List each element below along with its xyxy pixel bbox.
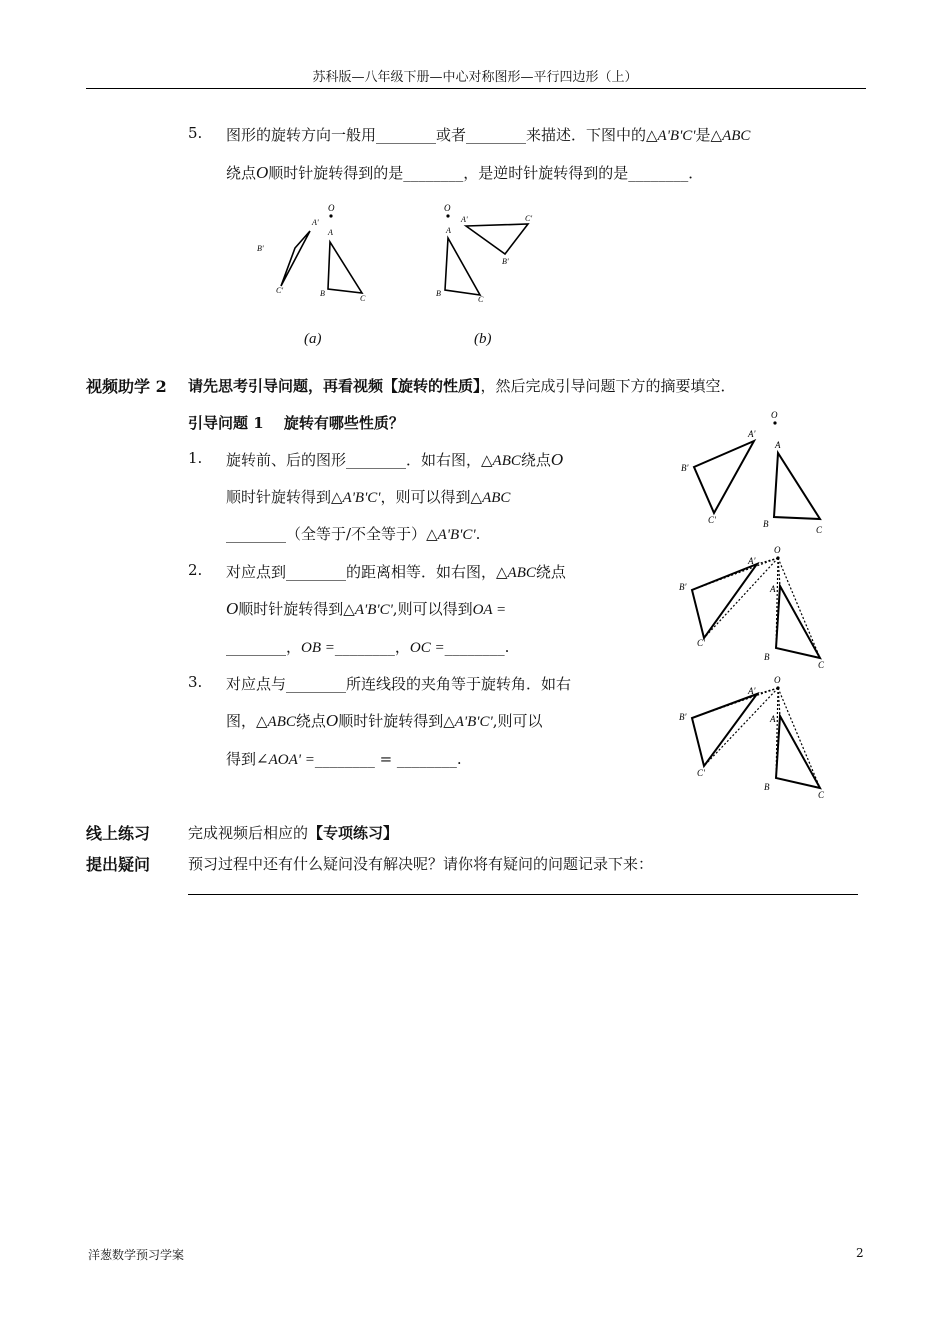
figure-b xyxy=(436,203,532,304)
item1-point-o: O xyxy=(550,450,564,469)
item3-line3-text: 得到 xyxy=(226,750,257,768)
fig-b-triangle-abc xyxy=(445,238,480,295)
fig3-triangle-abc xyxy=(776,716,820,788)
figure-3 xyxy=(670,672,850,802)
item2-point-o: O xyxy=(226,599,239,618)
fig-a-triangle-prime xyxy=(281,231,310,286)
q5-number: 5. xyxy=(188,124,203,142)
fig2-label-c: C xyxy=(818,660,825,670)
fig1-label-a: A xyxy=(775,440,781,450)
item1-line1 xyxy=(226,449,563,470)
item2-tri-abc: △ABC xyxy=(496,565,536,581)
fig2-label-b: B xyxy=(764,652,770,662)
item3-line2-text-c: 顺时针旋转得到 xyxy=(338,712,444,730)
figure-b-caption: (b) xyxy=(474,331,492,347)
fig2-label-b1: B' xyxy=(679,582,687,592)
fig1-point-o xyxy=(773,421,776,424)
item1-tri-prime: △A'B'C' xyxy=(331,490,381,506)
fig-b-label-a1: A' xyxy=(461,215,468,224)
fig3-label-c1: C' xyxy=(697,768,705,778)
practice-text-a: 完成视频后相应的 xyxy=(188,824,309,842)
fig3-label-a1: A' xyxy=(748,686,756,696)
questions-answer-line[interactable] xyxy=(188,894,858,895)
item2-line3 xyxy=(226,636,509,657)
q5-line2 xyxy=(226,162,703,183)
practice-label: 线上练习 xyxy=(86,824,151,843)
section2-instruction-rest: ，然后完成引导问题下方的摘要填空． xyxy=(480,377,736,395)
item1-number: 1. xyxy=(188,449,203,467)
item3-line1: 对应点与________所连线段的夹角等于旋转角．如右 xyxy=(226,675,572,693)
fig2-label-a1: A' xyxy=(748,556,756,566)
fig3-label-b1: B' xyxy=(679,712,687,722)
fig-b-label-b1: B' xyxy=(502,257,509,266)
fig-a-triangle-abc xyxy=(328,242,362,293)
q5-line1-mid: 是 xyxy=(695,126,711,144)
fig2-triangle-abc xyxy=(776,586,820,658)
item1-line2 xyxy=(226,486,510,507)
item1-line2-text-b: ，则可以得到 xyxy=(380,488,471,506)
q5-line2-text-a: 绕点 xyxy=(226,164,257,182)
questions-prompt: 预习过程中还有什么疑问没有解决呢？请你将有疑问的问题记录下来： xyxy=(188,855,654,873)
fig-b-label-c1: C' xyxy=(525,214,533,223)
page-number: 2 xyxy=(856,1246,864,1260)
fig-a-label-c: C xyxy=(360,294,366,303)
item2-eq-oa: OA = xyxy=(472,602,507,618)
fig-a-point-o xyxy=(329,214,332,217)
page-header-title: 苏科版—八年级下册—中心对称图形—平行四边形（上） xyxy=(312,70,638,85)
item1-line1-text: 旋转前、后的图形________．如右图， xyxy=(226,451,482,469)
fig3-label-c: C xyxy=(818,790,825,800)
figure-2 xyxy=(670,540,850,670)
fig1-label-o: O xyxy=(771,410,778,420)
item2-line3-blank-b: ________， xyxy=(334,638,410,656)
figure-a-caption: (a) xyxy=(304,331,322,347)
item1-line1-text-b: 绕点 xyxy=(520,451,551,469)
figure-1 xyxy=(670,405,850,535)
section2-instruction xyxy=(188,375,736,396)
item3-line2 xyxy=(226,710,542,731)
item2-line1 xyxy=(226,561,566,582)
q5-point-o: O xyxy=(256,163,269,182)
fig-b-triangle-prime xyxy=(466,224,528,254)
fig1-label-b1: B' xyxy=(681,463,689,473)
item3-tri-prime: △A'B'C' xyxy=(443,714,493,730)
fig-b-label-b: B xyxy=(436,289,441,298)
item2-line1-text-b: 绕点 xyxy=(535,563,566,581)
fig-a-label-a1: A' xyxy=(312,218,319,227)
figure-a-b xyxy=(250,200,550,360)
item3-line2-text: 图， xyxy=(226,712,257,730)
item2-line1-text: 对应点到________的距离相等．如右图， xyxy=(226,563,497,581)
item3-number: 3. xyxy=(188,673,203,691)
item2-eq-ob: OB = xyxy=(301,640,335,656)
item2-line3-text: ________， xyxy=(226,638,302,656)
fig3-label-b: B xyxy=(764,782,770,792)
fig1-label-a1: A' xyxy=(748,429,756,439)
item1-line3-text: ________（全等于/不全等于） xyxy=(226,525,427,543)
fig-b-point-o xyxy=(446,214,449,217)
practice-text-bold: 【专项练习】 xyxy=(308,824,399,842)
figure-a xyxy=(257,203,366,303)
item3-line3-blanks: ________ = ________. xyxy=(314,750,462,768)
item1-line3-end: . xyxy=(475,525,481,543)
fig-a-label-b1: B' xyxy=(257,244,264,253)
item2-number: 2. xyxy=(188,561,203,579)
item1-tri-abc-2: △ABC xyxy=(470,490,511,506)
fig-a-label-o: O xyxy=(328,203,335,213)
item1-line3 xyxy=(226,523,480,544)
item2-line2 xyxy=(226,598,506,619)
fig3-dashed-lines xyxy=(692,688,820,788)
q5-tri-abc: △ABC xyxy=(710,128,751,144)
item3-line2-text-b: 绕点 xyxy=(295,712,326,730)
item3-tri-abc: △ABC xyxy=(256,714,296,730)
questions-label: 提出疑问 xyxy=(86,855,151,874)
item3-line2-text-d: ,则可以 xyxy=(492,712,543,730)
fig-b-label-o: O xyxy=(444,203,451,213)
fig1-label-c: C xyxy=(816,525,823,535)
item2-line2-text-b: ,则可以得到 xyxy=(392,600,473,618)
fig1-triangle-prime xyxy=(694,441,754,513)
fig2-label-o: O xyxy=(774,545,781,555)
item3-angle-aoa: ∠AOA' = xyxy=(256,752,315,768)
item2-line2-text: 顺时针旋转得到 xyxy=(238,600,344,618)
item1-line2-text: 顺时针旋转得到 xyxy=(226,488,332,506)
fig1-triangle-abc xyxy=(774,453,820,519)
fig1-label-c1: C' xyxy=(708,515,716,525)
q5-line1-text: 图形的旋转方向一般用________或者________来描述．下图中的 xyxy=(226,126,647,144)
fig3-label-a: A xyxy=(770,714,776,724)
fig-a-label-b: B xyxy=(320,289,325,298)
guide-question-title: 引导问题 1 旋转有哪些性质？ xyxy=(188,414,404,432)
section2-instruction-bold: 请先思考引导问题，再看视频【旋转的性质】 xyxy=(188,377,481,395)
item2-eq-oc: OC = xyxy=(409,640,445,656)
q5-line1 xyxy=(226,124,750,145)
q5-tri-prime: △A'B'C' xyxy=(646,128,696,144)
footer-brand: 洋葱数学预习学案 xyxy=(88,1248,185,1262)
item2-tri-prime: △A'B'C' xyxy=(343,602,393,618)
fig2-triangle-prime xyxy=(692,564,757,638)
section2-label: 视频助学 2 xyxy=(86,377,167,396)
fig2-label-a: A xyxy=(770,584,776,594)
fig-b-label-c: C xyxy=(478,295,484,304)
fig-a-label-c1: C' xyxy=(276,286,284,295)
fig1-label-b: B xyxy=(763,519,769,529)
fig3-label-o: O xyxy=(774,675,781,685)
item1-tri-prime-2: △A'B'C' xyxy=(426,527,476,543)
item3-point-o: O xyxy=(325,711,339,730)
item2-line3-blank-c: ________. xyxy=(444,638,510,656)
header-rule xyxy=(86,88,866,89)
fig2-dashed-lines xyxy=(692,558,820,658)
q5-line2-text-b: 顺时针旋转得到的是________，是逆时针旋转得到的是________． xyxy=(268,164,704,182)
item1-tri-abc: △ABC xyxy=(481,453,521,469)
fig-a-label-a: A xyxy=(328,228,333,237)
fig-b-label-a: A xyxy=(446,226,451,235)
item3-line3 xyxy=(226,748,462,769)
fig2-label-c1: C' xyxy=(697,638,705,648)
fig3-triangle-prime xyxy=(692,694,757,766)
practice-text xyxy=(188,822,398,843)
